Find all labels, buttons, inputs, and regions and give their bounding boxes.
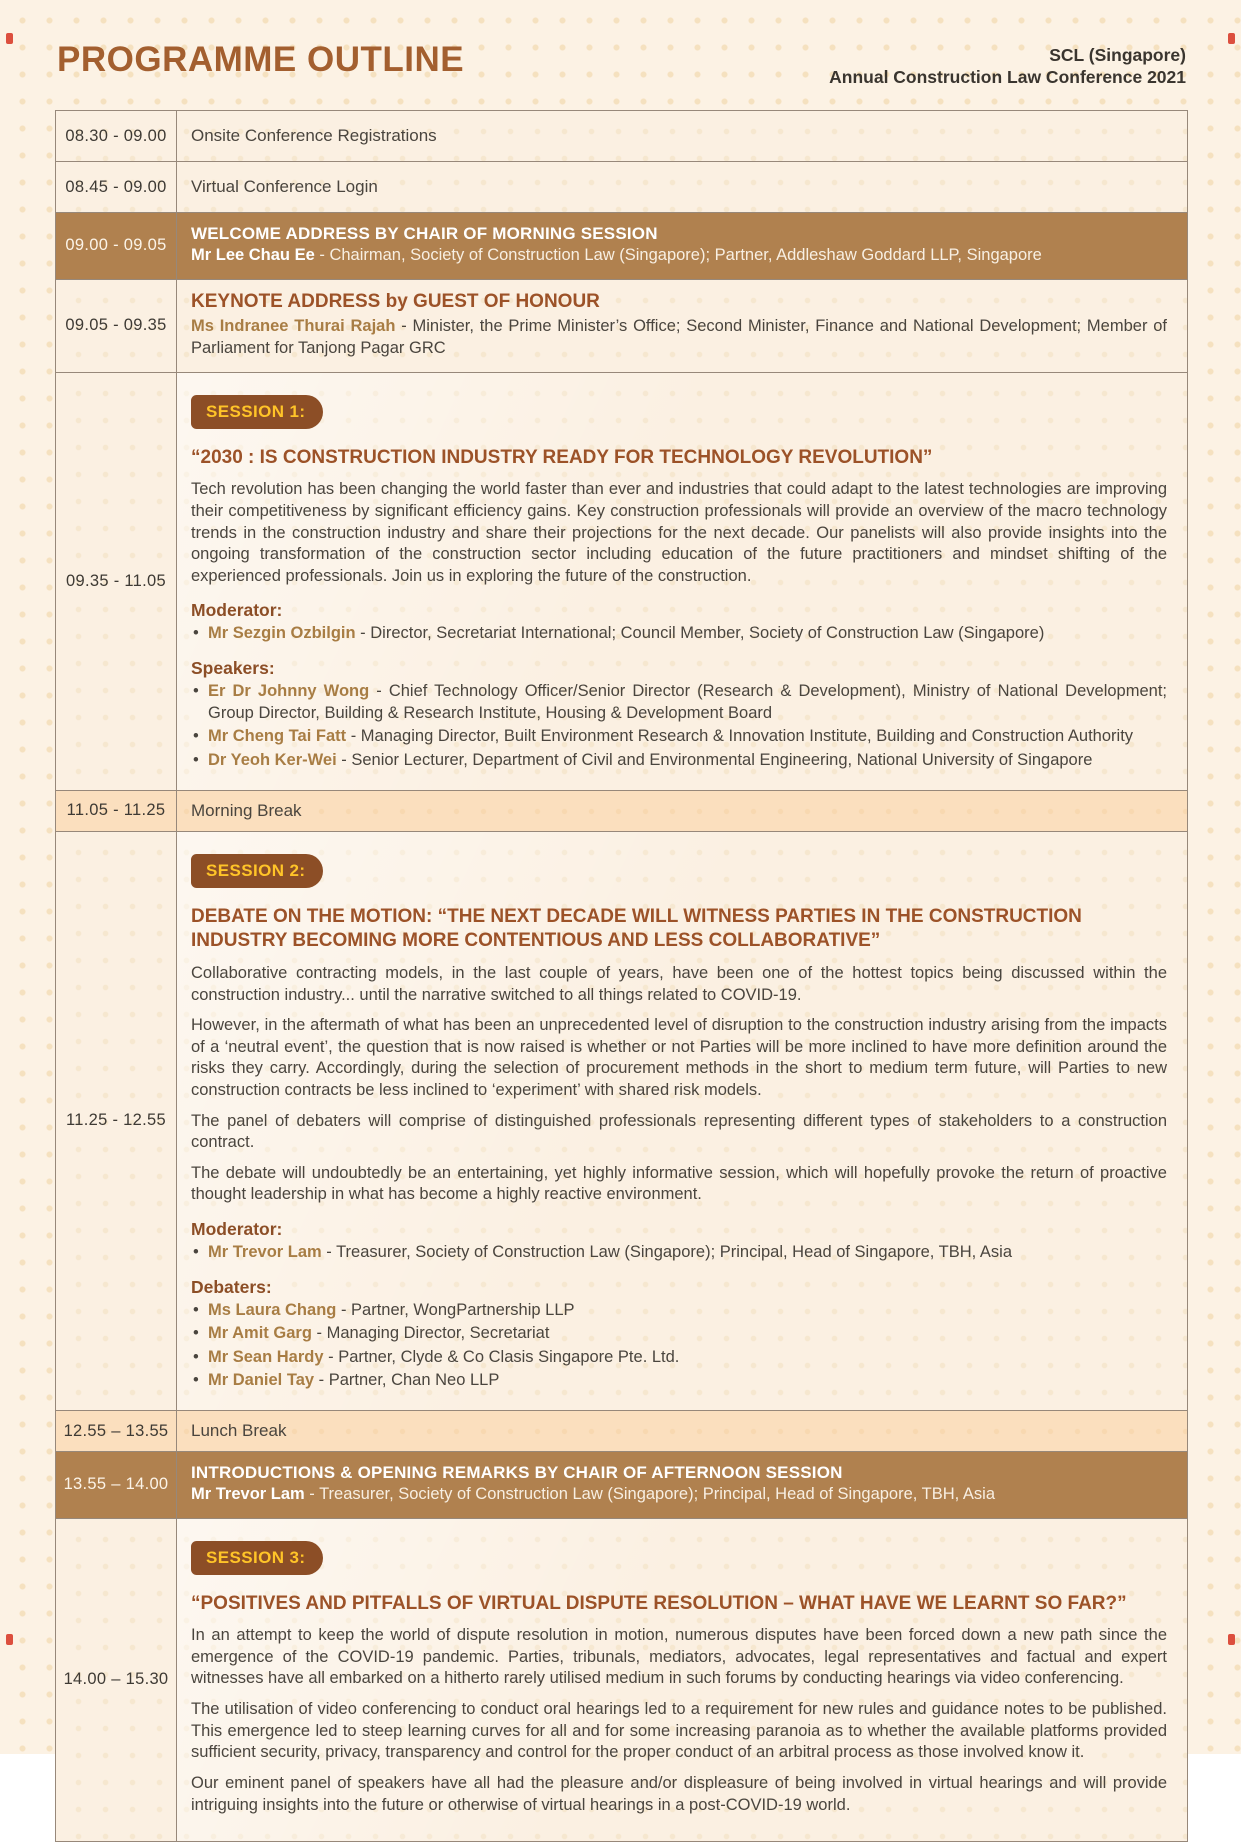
crop-mark — [1228, 1634, 1235, 1645]
event-name-line2: Annual Construction Law Conference 2021 — [829, 66, 1186, 87]
speaker-line: Ms Indranee Thurai Rajah - Minister, the Prime Minister’s Office; Second Minister, Finance and National Development; Member of Parliament for Tanjong Pagar GRC — [191, 317, 1167, 357]
row-text: Virtual Conference Login — [191, 177, 378, 196]
person: • Mr Daniel Tay - Partner, Chan Neo LLP — [191, 1370, 1167, 1392]
person: • Mr Trevor Lam - Treasurer, Society of Construction Law (Singapore); Principal, Head of Singapore, TBH, Asia — [191, 1242, 1167, 1264]
content-cell — [177, 1411, 1187, 1451]
person: • Er Dr Johnny Wong - Chief Technology Officer/Senior Director (Research & Development), Ministry of National Development; Group Director, Building & Research Institute, Housing & Development Board — [191, 681, 1167, 724]
people-list — [191, 1242, 1167, 1264]
person: • Mr Sean Hardy - Partner, Clyde & Co Clasis Singapore Pte. Ltd. — [191, 1347, 1167, 1369]
table-row — [56, 1451, 1187, 1518]
content-cell — [177, 791, 1187, 831]
page-title: PROGRAMME OUTLINE — [57, 40, 465, 79]
session-badge-wrap — [191, 832, 1167, 890]
session-title: “2030 : IS CONSTRUCTION INDUSTRY READY FOR TECHNOLOGY REVOLUTION” — [191, 446, 933, 468]
row-text: Morning Break — [191, 800, 302, 820]
content-cell — [177, 1519, 1187, 1842]
content-cell — [177, 1452, 1187, 1518]
people-list — [191, 1300, 1167, 1392]
session-badge: SESSION 2: — [191, 854, 323, 888]
content-cell — [177, 373, 1187, 790]
session-paragraph: Our eminent panel of speakers have all had the pleasure and/or displeasure of being involved in virtual hearings and will provide intriguing insights into the future or otherwise of virtual hearings in a post-COVID-19 world. — [191, 1773, 1167, 1814]
time-cell: 12.55 – 13.55 — [56, 1411, 177, 1451]
event-name — [829, 40, 1186, 89]
table-row — [56, 790, 1187, 831]
content-cell — [177, 280, 1187, 372]
table-row — [56, 1518, 1187, 1842]
person-name: Mr Sean Hardy — [208, 1347, 324, 1366]
group-label: Debaters: — [191, 1276, 272, 1297]
row-text: Lunch Break — [191, 1421, 287, 1441]
table-row — [56, 1410, 1187, 1451]
session-badge: SESSION 1: — [191, 395, 323, 429]
speaker-line: Mr Lee Chau Ee - Chairman, Society of Construction Law (Singapore); Partner, Addleshaw Goddard LLP, Singapore — [191, 246, 1042, 265]
session-paragraph: In an attempt to keep the world of dispute resolution in motion, numerous disputes have been forced down a new path since the emergence of the COVID-19 pandemic. Parties, tribunals, mediators, advocates, legal representatives and factual and expert witnesses have all embarked on a hitherto rarely utilised medium in such forums by conducting hearings via video conferencing. — [191, 1626, 1167, 1688]
row-text: Onsite Conference Registrations — [191, 126, 437, 145]
session-title: “POSITIVES AND PITFALLS OF VIRTUAL DISPUTE RESOLUTION – WHAT HAVE WE LEARNT SO FAR?” — [191, 1592, 1127, 1614]
time-cell: 13.55 – 14.00 — [56, 1452, 177, 1518]
session-badge-wrap — [191, 1519, 1167, 1577]
crop-mark — [6, 33, 13, 44]
programme-table — [55, 110, 1188, 1842]
table-row — [56, 831, 1187, 1411]
page-header — [57, 40, 1186, 89]
session-title: DEBATE ON THE MOTION: “THE NEXT DECADE WILL WITNESS PARTIES IN THE CONSTRUCTION INDUSTRY BECOMING MORE CONTENTIOUS AND LESS COLLABORATIVE” — [191, 905, 1082, 952]
people-list — [191, 681, 1167, 771]
person: • Ms Laura Chang - Partner, WongPartnership LLP — [191, 1300, 1167, 1322]
person: • Mr Sezgin Ozbilgin - Director, Secretariat International; Council Member, Society of Construction Law (Singapore) — [191, 623, 1167, 645]
time-cell: 08.30 - 09.00 — [56, 111, 177, 161]
session-badge-wrap — [191, 373, 1167, 431]
person-name: Mr Amit Garg — [208, 1324, 312, 1343]
content-cell — [177, 213, 1187, 279]
time-cell: 14.00 – 15.30 — [56, 1519, 177, 1842]
row-title: KEYNOTE ADDRESS by GUEST OF HONOUR — [191, 290, 600, 312]
time-cell: 09.35 - 11.05 — [56, 373, 177, 790]
session-paragraph: The debate will undoubtedly be an entertaining, yet highly informative session, which will hopefully provoke the return of proactive thought leadership in what has become a highly reactive environment. — [191, 1163, 1167, 1204]
person-name: Mr Cheng Tai Fatt — [208, 727, 347, 746]
time-cell: 09.00 - 09.05 — [56, 213, 177, 279]
session-paragraph: Tech revolution has been changing the world faster than ever and industries that could adapt to the latest technologies are improving their competitiveness by significant efficiency gains. Key construction professionals will provide an overview of the macro technology trends in the construction industry and share their projections for the next decade. Our panelists will also provide insights into the ongoing transformation of the construction sector including education of the future practitioners and mindset shifting of the experienced professionals. Join us in exploring the future of the construction. — [191, 480, 1167, 585]
people-list — [191, 623, 1167, 645]
person: • Mr Cheng Tai Fatt - Managing Director, Built Environment Research & Innovation Institute, Building and Construction Authority — [191, 726, 1167, 748]
session-paragraph: Collaborative contracting models, in the last couple of years, have been one of the hottest topics being discussed within the construction industry... until the narrative switched to all things related to COVID-19. — [191, 963, 1167, 1004]
time-cell: 09.05 - 09.35 — [56, 280, 177, 372]
time-cell: 11.05 - 11.25 — [56, 791, 177, 831]
table-row — [56, 212, 1187, 279]
session-paragraph: The utilisation of video conferencing to conduct oral hearings led to a requirement for new rules and guidance notes to be published. This emergence led to steep learning curves for all and for some increasing paranoia as to whether the available platforms provided sufficient security, privacy, transparency and control for the proper conduct of an arbitral process as those involved know it. — [191, 1700, 1167, 1762]
group-label: Speakers: — [191, 658, 275, 679]
content-cell — [177, 832, 1187, 1411]
content-cell — [177, 111, 1187, 161]
crop-mark — [1228, 33, 1235, 44]
table-row — [56, 111, 1187, 161]
row-title: INTRODUCTIONS & OPENING REMARKS BY CHAIR OF AFTERNOON SESSION — [191, 1463, 843, 1483]
person-name: Mr Trevor Lam — [208, 1243, 322, 1261]
person-name: Mr Lee Chau Ee — [191, 246, 315, 265]
group-label: Moderator: — [191, 600, 283, 621]
crop-mark — [6, 1634, 13, 1645]
content-cell — [177, 162, 1187, 212]
time-cell: 11.25 - 12.55 — [56, 832, 177, 1411]
person: • Dr Yeoh Ker-Wei - Senior Lecturer, Department of Civil and Environmental Engineering, National University of Singapore — [191, 750, 1167, 772]
person-name: Mr Sezgin Ozbilgin — [208, 624, 356, 643]
person-name: Mr Daniel Tay — [208, 1371, 315, 1390]
person-name: Mr Trevor Lam — [191, 1485, 305, 1504]
session-badge: SESSION 3: — [191, 1541, 323, 1575]
event-name-line1: SCL (Singapore) — [1049, 45, 1186, 65]
person-name: Dr Yeoh Ker-Wei — [208, 750, 337, 769]
group-label: Moderator: — [191, 1219, 283, 1239]
table-row — [56, 161, 1187, 212]
session-paragraph: The panel of debaters will comprise of distinguished professionals representing different types of stakeholders to a construction contract. — [191, 1111, 1167, 1152]
table-row — [56, 279, 1187, 372]
person-name: Er Dr Johnny Wong — [208, 682, 370, 701]
person-name: Ms Laura Chang — [208, 1300, 337, 1319]
speaker-line: Mr Trevor Lam - Treasurer, Society of Construction Law (Singapore); Principal, Head of Singapore, TBH, Asia — [191, 1485, 996, 1504]
session-paragraph: However, in the aftermath of what has been an unprecedented level of disruption to the construction industry arising from the impacts of a ‘neutral event’, the question that is now raised is whether or not Parties will be more inclined to have more definition around the risks they carry. Accordingly, during the selection of procurement methods in the short to medium term future, will Parties to new construction contracts be less inclined to ‘experiment’ with shared risk models. — [191, 1016, 1167, 1099]
person: • Mr Amit Garg - Managing Director, Secretariat — [191, 1323, 1167, 1345]
table-row — [56, 372, 1187, 790]
person-name: Ms Indranee Thurai Rajah — [191, 317, 396, 336]
row-title: WELCOME ADDRESS BY CHAIR OF MORNING SESSION — [191, 224, 658, 243]
time-cell: 08.45 - 09.00 — [56, 162, 177, 212]
